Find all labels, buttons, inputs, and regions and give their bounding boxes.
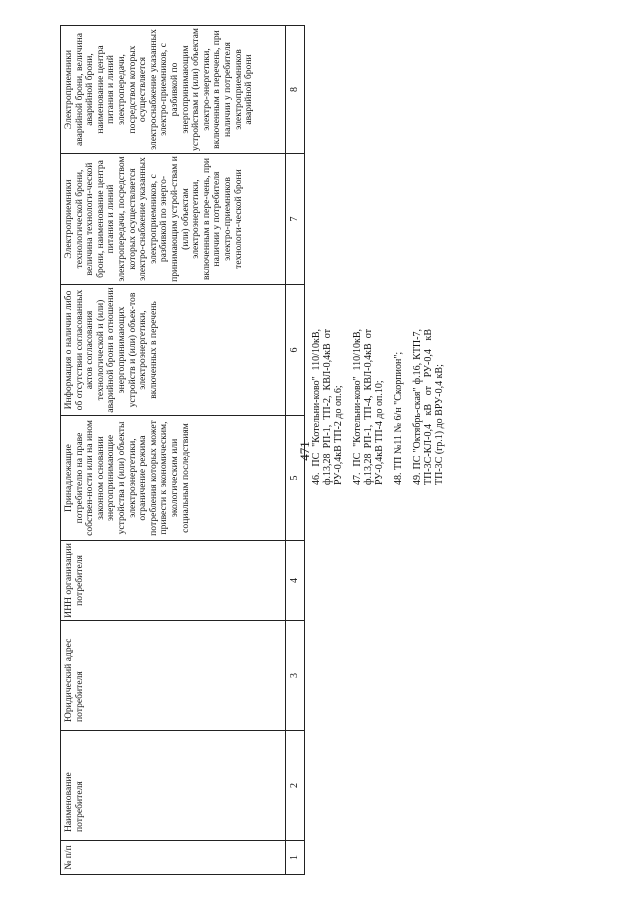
- column-8: [61, 26, 304, 153]
- column-2: [61, 730, 304, 840]
- column-number-6: 6: [285, 285, 304, 415]
- column-number-5: 5: [285, 416, 304, 540]
- column-7: [61, 153, 304, 284]
- column-6: [61, 284, 304, 415]
- column-number-1: 1: [285, 841, 304, 874]
- column-number-4: 4: [285, 541, 304, 620]
- column-number-7: 7: [285, 154, 304, 284]
- header-cell-inn: ИНН организации потребителя: [63, 543, 85, 618]
- header-cell-number: № п/п: [63, 845, 74, 870]
- column-number-8: 8: [285, 26, 304, 153]
- header-cell-consumer-name: Наименование потребителя: [63, 772, 85, 832]
- column-3: [61, 620, 304, 730]
- table-header: [60, 25, 305, 875]
- header-cell-legal-address: Юридический адрес потребителя: [63, 638, 85, 722]
- column-5: [61, 415, 304, 540]
- page-number: 471: [297, 441, 312, 461]
- column-number-3: 3: [285, 621, 304, 730]
- column-5-continuation: [311, 329, 453, 485]
- list-item: 47. ПС "Котельни-ково" 110/10кВ, ф.13,28 РП-1, ТП-4, КВЛ-0,4кВ от РУ-0,4кВ ТП-4 до оп.10;: [352, 329, 385, 485]
- header-cell-acts-info: Информация о наличии либо об отсутствии согласованных актов согласования технологической и (или) аварийной брони в отношении энергопринимающих устройств и (или) объек-тов электроэнергетики, включенных в перечень: [63, 287, 159, 413]
- header-cell-technological-reserve: Электроприемники технологической брони, величина технологи-ческой брони, наименование центра питания и линий электропередачи, посредством которых осуществляется электро-снабжение указанных электроприемников, с разбивкой по энерго-принимающим устрой-ствам и (или) объектам электроэнергетики, включенным в пере-чень, при наличии у потребителя электро-приемников технологи-ческой брони: [63, 156, 244, 282]
- list-item: 49. ПС "Октябрь-ская" ф.16, КТП-7, ТП-3С-КЛ-0,4 кВ от РУ-0,4 кВ ТП-3С (гр.1) до ВРУ-0,4 кВ;: [412, 329, 445, 485]
- list-item: 48. ТП №11 № 6/н "Скорпион";: [393, 351, 404, 485]
- column-1: [61, 840, 304, 874]
- header-cell-emergency-reserve: Электроприемники аварийной брони, величина аварийной брони, наименование центра питания и линий электропередачи, посредством которых осуществляется электроснабжение указанных электро-приемников, с разбивкой по энергопринимающим устройствам и (или) объектам электро-энергетики, включенным в перечень, при наличии у потребителя электроприемников аварийной брони: [63, 28, 255, 151]
- column-number-2: 2: [285, 731, 304, 840]
- column-4: [61, 540, 304, 620]
- header-cell-devices: Принадлежащие потребителю на праве собствен-ности или на ином законном основании энергопринимающие устройства и (или) объекты электроэнергетики, ограничение режима потребления которых может привести к экономическим, экологическим или социальным последствиям: [63, 420, 191, 536]
- list-item: 46. ПС "Котельни-ково" 110/10кВ, ф.13,28 РП-1, ТП-2, КВЛ-0,4кВ от РУ-0,4кВ ТП-2 до оп.6;: [311, 329, 344, 485]
- rotated-table: [60, 25, 445, 875]
